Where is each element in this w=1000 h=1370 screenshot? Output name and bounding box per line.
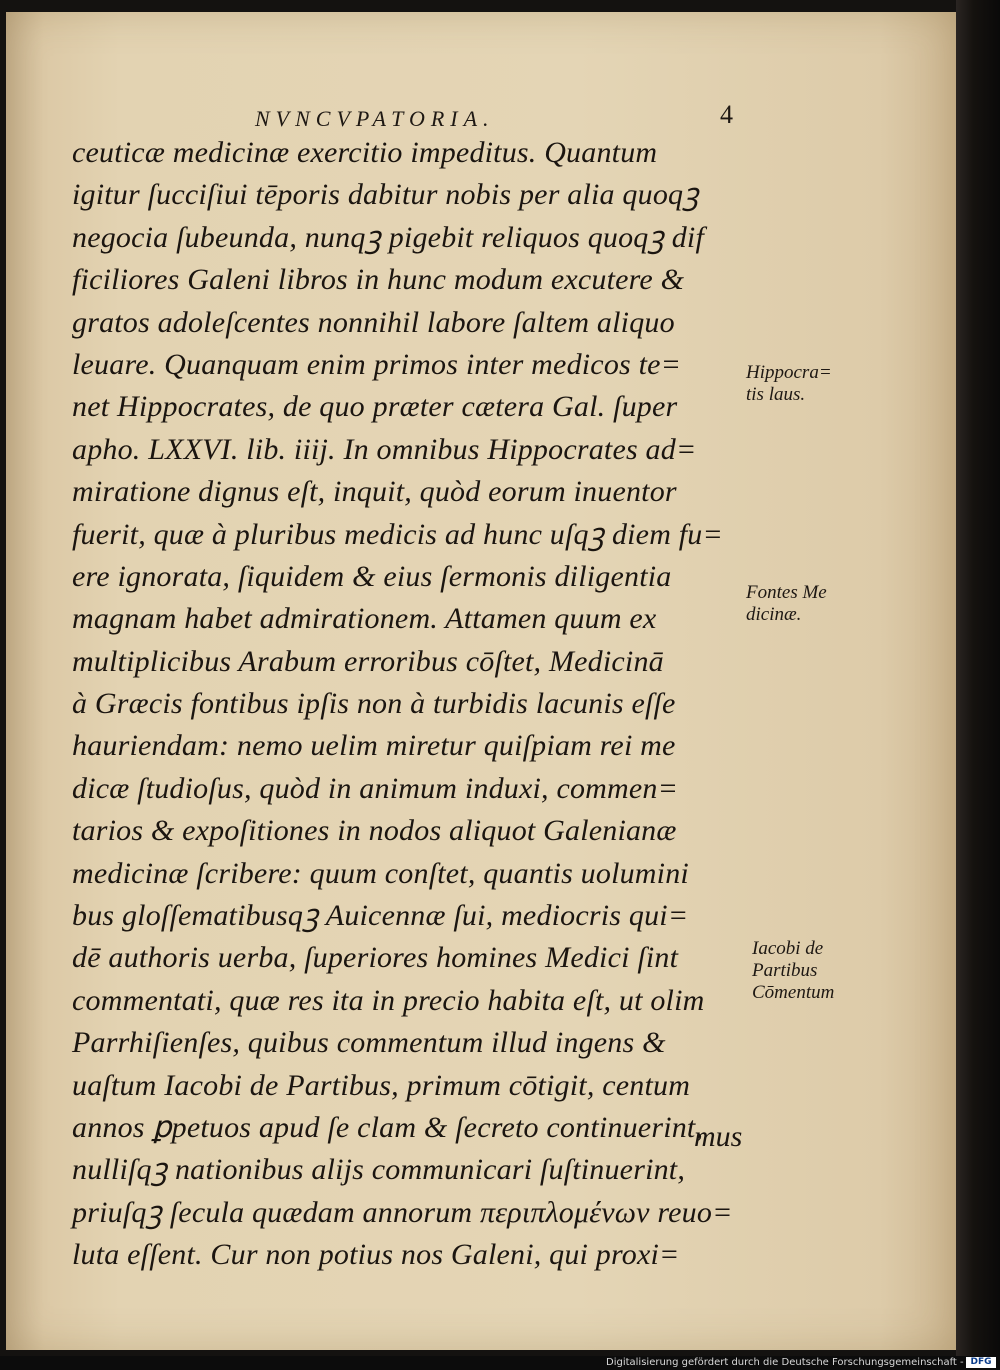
text-line: tarios & expoſitiones in nodos aliquot Galenianæ [72, 814, 677, 848]
text-line: ceuticæ medicinæ exercitio impeditus. Quantum [72, 136, 658, 169]
margin-note-line: tis laus. [746, 384, 806, 405]
text-line: magnam habet admirationem. Attamen quum ex [72, 602, 657, 636]
text-line: net Hippocrates, de quo præter cætera Gal. ſuper [72, 390, 678, 424]
text-line: ere ignorata, ſiquidem & eius ſermonis diligentia [72, 559, 672, 593]
text-line: multiplicibus Arabum erroribus cōſtet, Medicinā [72, 644, 664, 678]
text-line: leuare. Quanquam enim primos inter medicos te= [72, 347, 682, 381]
catchword: mus [694, 1120, 743, 1153]
text-line: uaſtum Iacobi de Partibus, primum cōtigit, centum [72, 1068, 691, 1102]
text-line: igitur ſucciſiui tēporis dabitur nobis per alia quoqꝫ [72, 178, 699, 212]
text-line: à Græcis fontibus ipſis non à turbidis lacunis eſſe [72, 687, 676, 721]
margin-note-line: Partibus [752, 960, 818, 981]
margin-note-iacobi [752, 938, 862, 1004]
digitization-credit: Digitalisierung gefördert durch die Deutsche Forschungsgemeinschaft - [606, 1357, 964, 1368]
margin-note-line: Cōmentum [752, 982, 835, 1003]
margin-note-line: dicinæ. [746, 604, 802, 625]
text-line: gratos adoleſcentes nonnihil labore ſaltem aliquo [72, 305, 675, 339]
text-line: hauriendam: nemo uelim miretur quiſpiam rei me [72, 729, 676, 763]
text-line: apho. LXXVI. lib. iiij. In omnibus Hippocrates ad= [72, 432, 697, 466]
margin-note-line: Iacobi de [752, 938, 824, 959]
margin-note-line: Fontes Me [746, 582, 827, 603]
main-text [72, 132, 762, 1277]
text-line: luta eſſent. Cur non potius nos Galeni, qui proxi= [72, 1238, 680, 1272]
text-line: priuſqꝫ ſecula quædam annorum περιπλομένων reuo= [72, 1195, 733, 1229]
text-line: nulliſqꝫ nationibus alijs communicari ſuſtinuerint, [72, 1153, 686, 1187]
text-line: negocia ſubeunda, nunqꝫ pigebit reliquos quoqꝫ dif [72, 220, 704, 254]
margin-note-hippocrates [746, 362, 856, 406]
text-line: Parrhiſienſes, quibus commentum illud ingens & [72, 1026, 666, 1060]
text-line: bus gloſſematibusqꝫ Auicennæ ſui, mediocris qui= [72, 899, 689, 933]
text-line: miratione dignus eſt, inquit, quòd eorum inuentor [72, 475, 677, 509]
dfg-logo: DFG [966, 1357, 996, 1368]
margin-note-fontes [746, 582, 856, 626]
text-line: commentati, quæ res ita in precio habita eſt, ut olim [72, 983, 705, 1017]
text-line: dē authoris uerba, ſuperiores homines Medici ſint [72, 941, 679, 975]
text-line: ficiliores Galeni libros in hunc modum excutere & [72, 263, 685, 297]
margin-note-line: Hippocra= [746, 362, 832, 383]
text-line: medicinæ ſcribere: quum conſtet, quantis uolumini [72, 856, 689, 890]
page-number: 4 [720, 100, 733, 129]
running-head: NVNCVPATORIA. [255, 106, 495, 131]
text-line: dicæ ſtudioſus, quòd in animum induxi, commen= [72, 771, 679, 805]
text-line: fuerit, quæ à pluribus medicis ad hunc uſqꝫ diem fu= [72, 517, 723, 551]
text-line: annos ꝑpetuos apud ſe clam & ſecreto continuerint, [72, 1110, 704, 1144]
book-spine-edge [956, 0, 1000, 1356]
